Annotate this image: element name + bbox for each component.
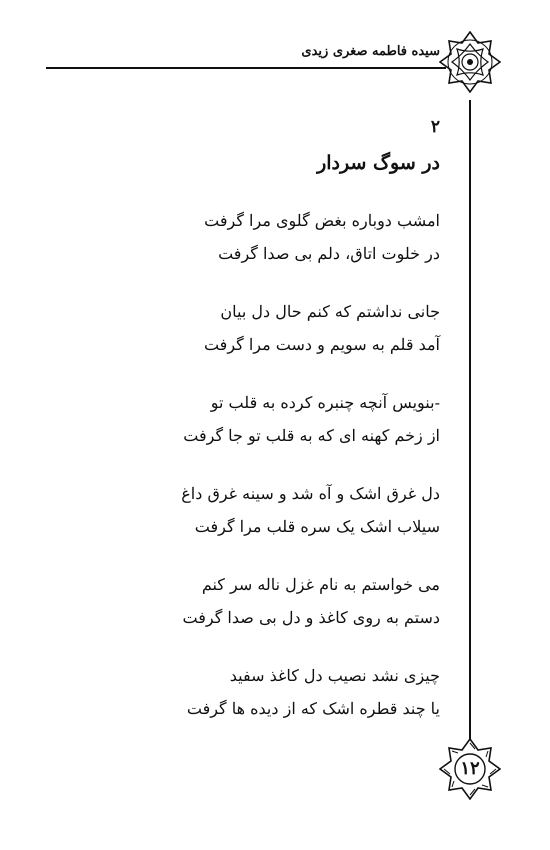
verse-line: یا چند قطره اشک که از دیده ها گرفت xyxy=(186,699,440,718)
poem-number: ۲ xyxy=(430,117,440,137)
verse-line: در خلوت اتاق، دلم بی صدا گرفت xyxy=(218,244,440,263)
verse-line: امشب دوباره بغض گلوی مرا گرفت xyxy=(204,211,440,230)
verse-line: دستم به روی کاغذ و دل بی صدا گرفت xyxy=(182,608,440,627)
verse-line: -بنویس آنچه چنبره کرده به قلب تو xyxy=(210,393,440,412)
verse-line: از زخم کهنه ای که به قلب تو جا گرفت xyxy=(183,426,440,445)
poem-title: در سوگ سردار xyxy=(317,152,440,174)
page-number: ۱۲ xyxy=(460,758,480,779)
header-rule xyxy=(46,67,446,69)
verse-line: دل غرق اشک و آه شد و سینه غرق داغ xyxy=(181,484,440,503)
verse-line: آمد قلم به سویم و دست مرا گرفت xyxy=(203,335,440,354)
verse-line: می خواستم به نام غزل ناله سر کنم xyxy=(201,575,440,594)
octagram-rosette-icon xyxy=(439,31,501,93)
margin-rule xyxy=(469,100,471,750)
verse-line: چیزی نشد نصیب دل کاغذ سفید xyxy=(229,666,440,685)
verse-line: سیلاب اشک یک سره قلب مرا گرفت xyxy=(194,517,440,536)
verse-line: جانی نداشتم که کنم حال دل بیان xyxy=(220,302,440,321)
running-head: سیده فاطمه صغری زیدی xyxy=(301,44,440,59)
